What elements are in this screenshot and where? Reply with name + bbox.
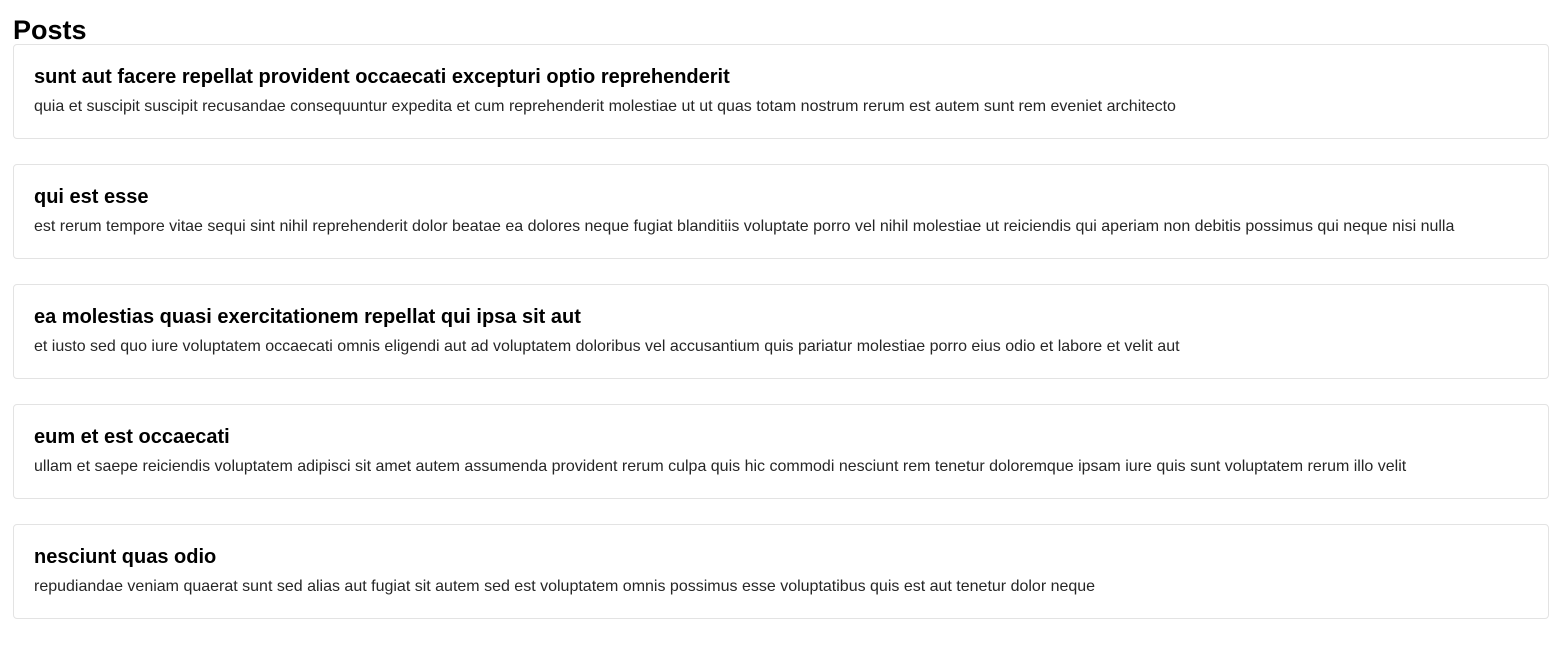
post-body: ullam et saepe reiciendis voluptatem adipisci sit amet autem assumenda provident rerum culpa quis hic commodi nesciunt rem tenetur doloremque ipsam iure quis sunt voluptatem rerum illo velit <box>34 458 1407 475</box>
post-card[interactable] <box>13 164 1549 259</box>
post-title: eum et est occaecati <box>34 426 230 448</box>
post-body: quia et suscipit suscipit recusandae consequuntur expedita et cum reprehenderit molestiae ut ut quas totam nostrum rerum est autem sunt rem eveniet architecto <box>34 98 1176 115</box>
post-title: sunt aut facere repellat provident occaecati excepturi optio reprehenderit <box>34 66 730 88</box>
page-title: Posts <box>13 15 87 45</box>
post-card[interactable] <box>13 284 1549 379</box>
post-list <box>13 44 1549 619</box>
post-title: qui est esse <box>34 186 149 208</box>
post-card[interactable] <box>13 404 1549 499</box>
post-body: et iusto sed quo iure voluptatem occaecati omnis eligendi aut ad voluptatem doloribus vel accusantium quis pariatur molestiae porro eius odio et labore et velit aut <box>34 338 1180 355</box>
post-body: est rerum tempore vitae sequi sint nihil reprehenderit dolor beatae ea dolores neque fugiat blanditiis voluptate porro vel nihil molestiae ut reiciendis qui aperiam non debitis possimus qui neque nisi nulla <box>34 218 1455 235</box>
post-card[interactable] <box>13 44 1549 139</box>
post-body: repudiandae veniam quaerat sunt sed alias aut fugiat sit autem sed est voluptatem omnis possimus esse voluptatibus quis est aut tenetur dolor neque <box>34 578 1096 595</box>
post-title: ea molestias quasi exercitationem repellat qui ipsa sit aut <box>34 306 581 328</box>
post-card[interactable] <box>13 524 1549 619</box>
post-title: nesciunt quas odio <box>34 546 217 568</box>
posts-page <box>13 0 1549 644</box>
